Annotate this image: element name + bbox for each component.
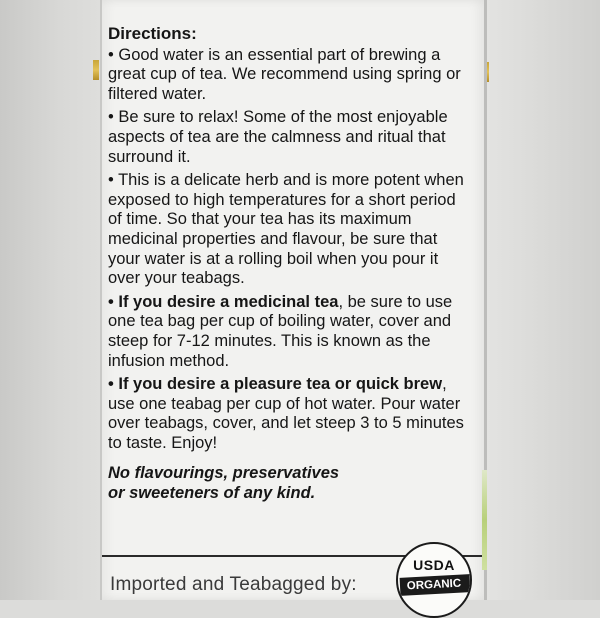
pleasure-body: , use one teabag per cup of hot water. Pour water over teabags, cover, and let steep 3 to 5 minutes to taste. Enjoy!	[108, 375, 464, 452]
no-additives-line-1: No flavourings, preservatives	[108, 464, 340, 483]
directions-heading: Directions:	[108, 24, 197, 43]
background-left	[0, 0, 100, 600]
no-additives-note	[108, 463, 473, 503]
direction-herb: • This is a delicate herb and is more potent when exposed to high temperatures for a short period of time. So that your tea has its maximum medicinal properties and flavour, be sure that your water is at a rolling boil when you pour it over your teabags.	[108, 171, 464, 288]
direction-medicinal	[108, 293, 473, 371]
green-edge-stripe	[482, 470, 487, 570]
imported-by-label: Imported and Teabagged by:	[110, 574, 357, 595]
seal-organic-text: ORGANIC	[406, 577, 462, 593]
no-additives-line-2: or sweeteners of any kind.	[108, 484, 316, 503]
pleasure-lead: • If you desire a pleasure tea or quick brew	[108, 375, 443, 394]
direction-water: • Good water is an essential part of brewing a great cup of tea. We recommend using spring or filtered water.	[108, 45, 461, 103]
medicinal-lead: • If you desire a medicinal tea	[108, 292, 339, 311]
directions-block	[108, 24, 473, 503]
direction-pleasure	[108, 375, 473, 453]
seal-usda-text: USDA	[413, 557, 455, 573]
usda-organic-seal-icon	[396, 542, 472, 618]
background-right	[482, 0, 600, 600]
direction-relax: • Be sure to relax! Some of the most enjoyable aspects of tea are the calmness and ritual that surround it.	[108, 108, 448, 166]
medicinal-body: , be sure to use one tea bag per cup of boiling water, cover and steep for 7-12 minutes. This is known as the infusion method.	[108, 292, 453, 370]
gold-foil-mark-left	[93, 60, 99, 80]
